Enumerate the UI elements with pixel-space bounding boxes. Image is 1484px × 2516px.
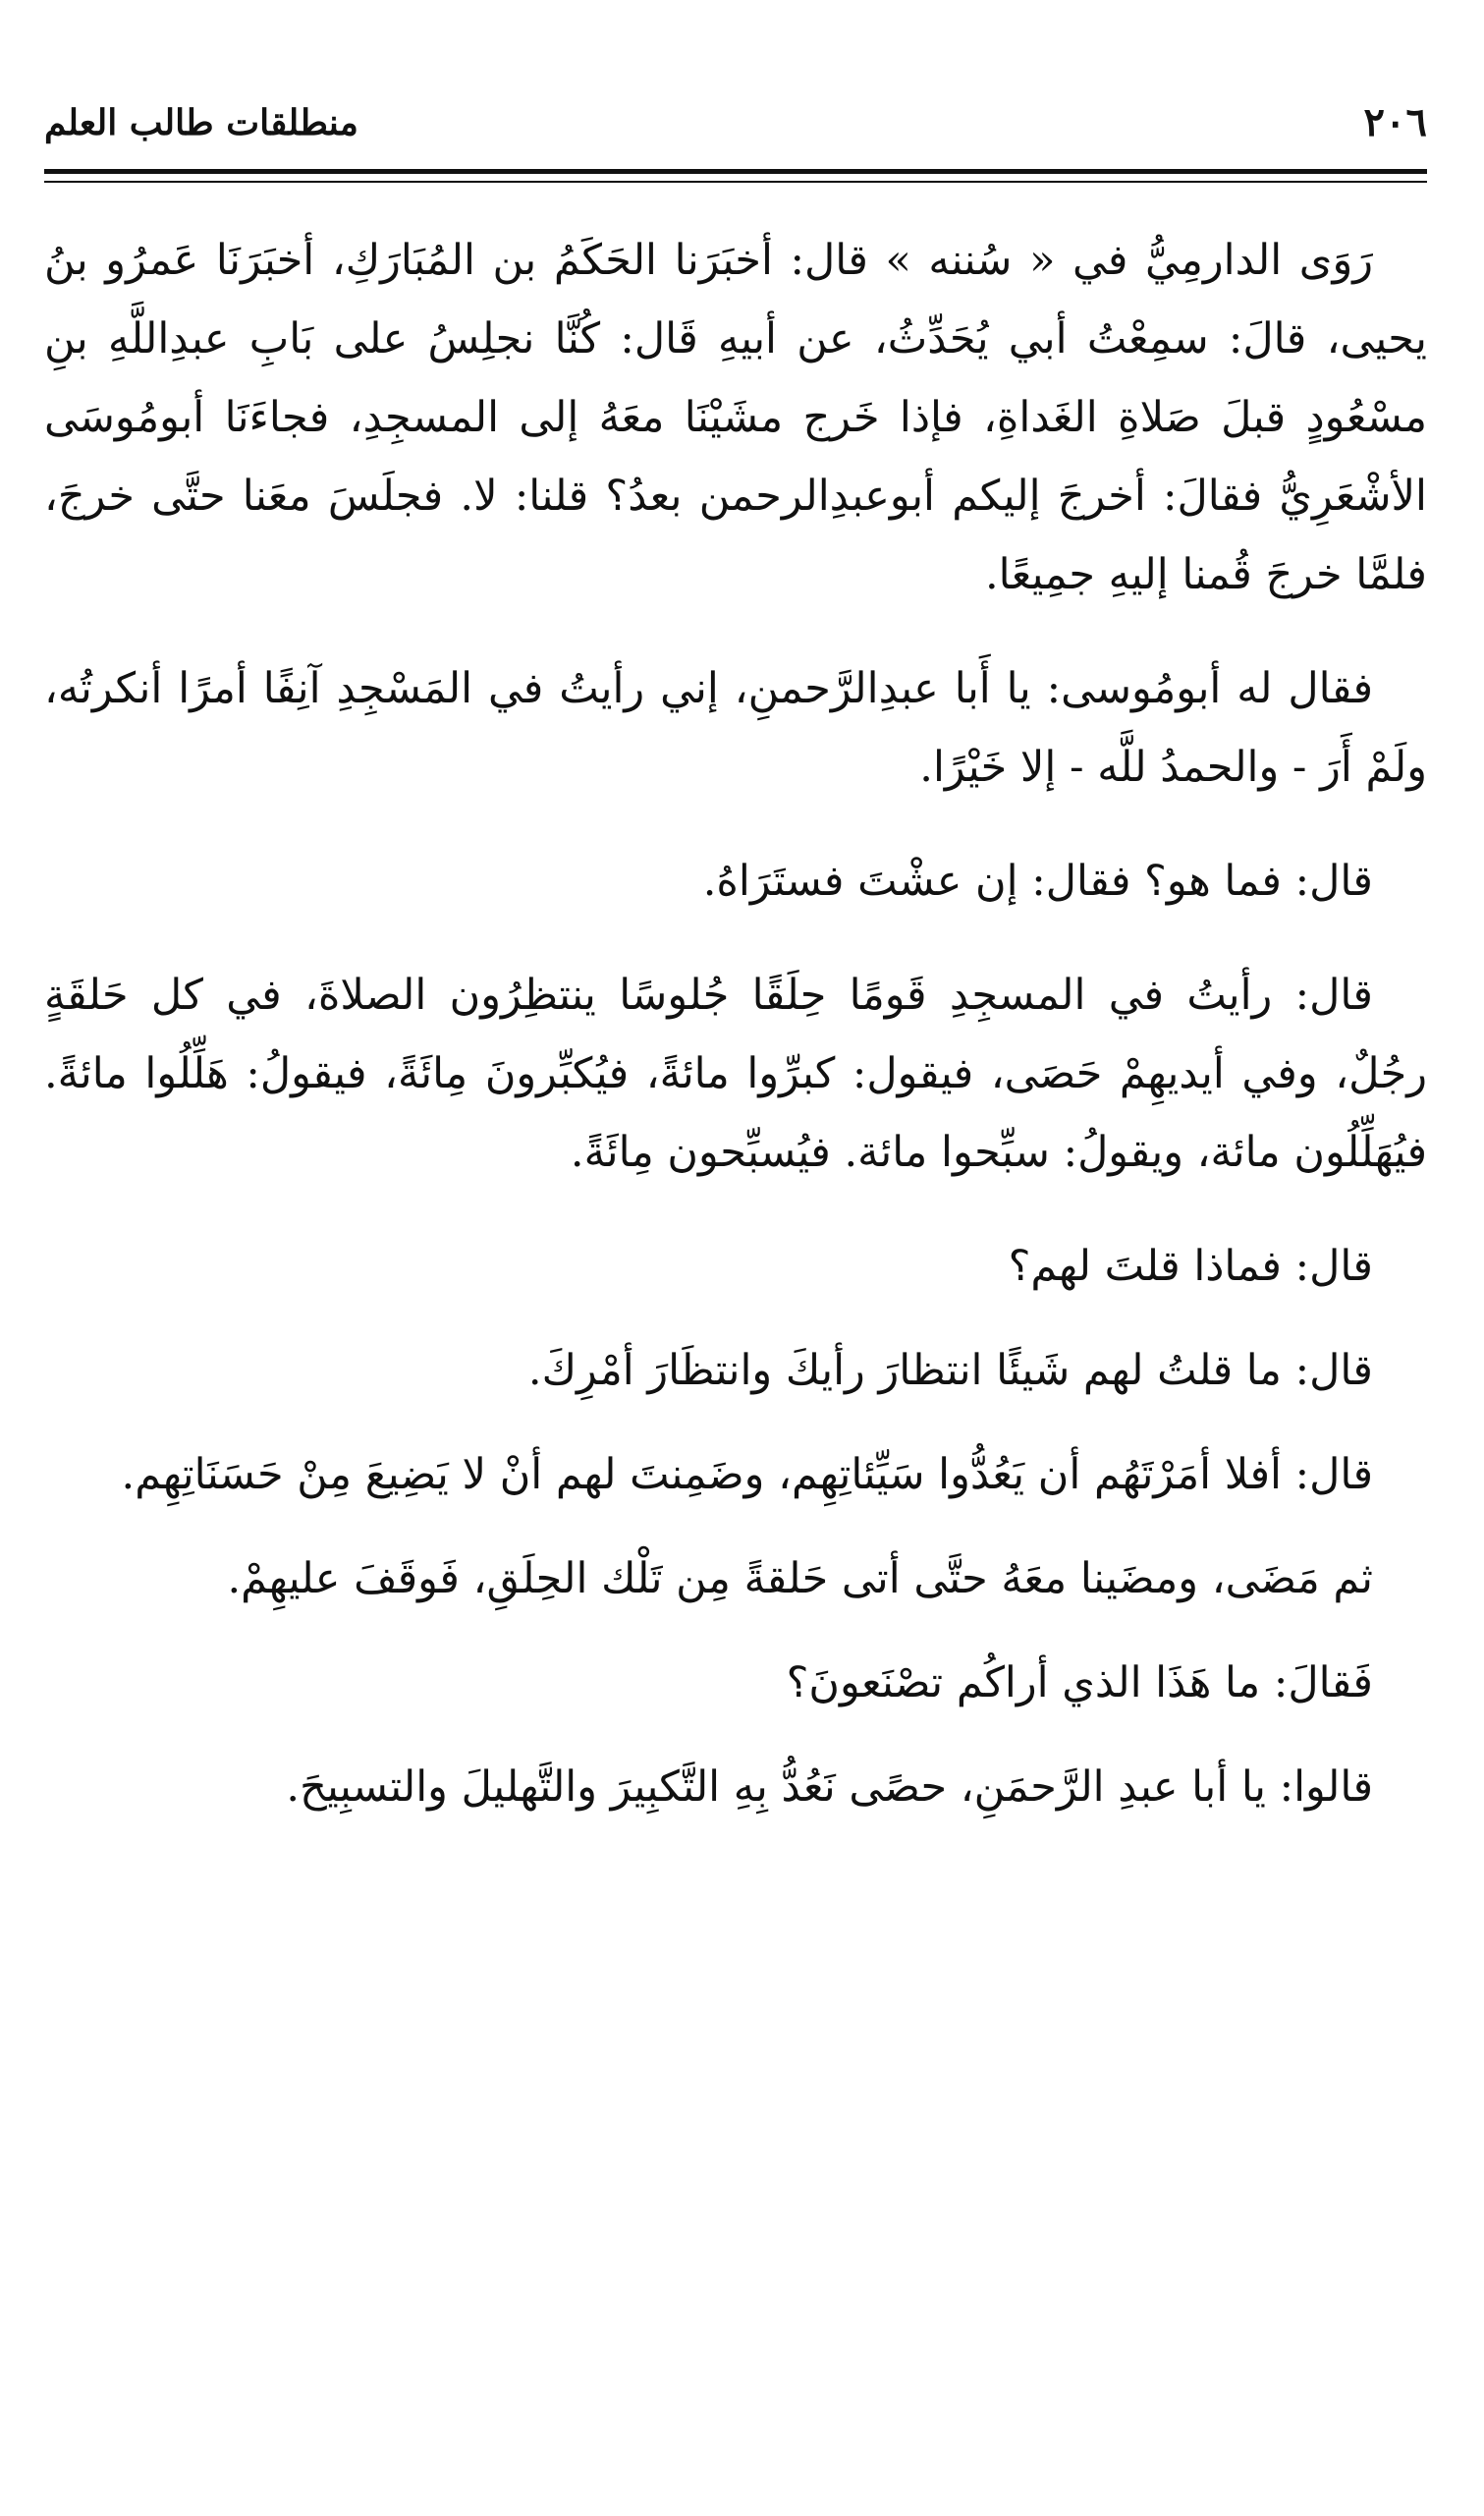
header-rule-thin xyxy=(44,181,1427,183)
paragraph: قال: فما هو؟ فقال: إن عشْتَ فستَرَاهُ. xyxy=(702,857,1373,906)
body-text xyxy=(44,221,1427,1852)
page-number: ٢٠٦ xyxy=(1363,99,1427,145)
paragraph: قال: ما قلتُ لهم شَيئًا انتظارَ رأيكَ وانتظَارَ أمْرِكَ. xyxy=(527,1346,1373,1395)
paragraph: قال: رأيتُ في المسجِدِ قَومًا حِلَقًا جُلوسًا ينتظِرُون الصلاةَ، في كل حَلقَةٍ رجُلٌ، وفي أيديهِمْ حَصَى، فيقول: كبرِّوا مائةً، فيُكبِّرونَ مِائَةً، فيقولُ: هَلِّلُوا مائةً. فيُهَلِّلُون مائة، ويقولُ: سبِّحوا مائة. فيُسبِّحون مِائَةً. xyxy=(44,971,1427,1177)
paragraph: فقال له أبومُوسى: يا أَبا عبدِالرَّحمنِ، إني رأيتُ في المَسْجِدِ آنِفًا أمرًا أنكرتُه، ولَمْ أَرَ - والحمدُ للَّه - إلا خَيْرًا. xyxy=(44,664,1427,792)
paragraph: رَوَى الدارمِيُّ في « سُننه » قال: أخبَرَنا الحَكَمُ بن المُبَارَكِ، أخبَرَنَا عَمرُو بنُ يحيى، قالَ: سمِعْتُ أبي يُحَدِّثُ، عن أبيهِ قَال: كُنَّا نجلِسُ على بَابِ عبدِاللَّهِ بنِ مسْعُودٍ قبلَ صَلاةِ الغَداةِ، فإذا خَرج مشَيْنَا معَهُ إلى المسجِدِ، فجاءَنَا أبومُوسَى الأشْعَرِيُّ فقالَ: أخرجَ إليكم أبوعبدِالرحمن بعدُ؟ قلنا: لا. فجلَسَ معَنا حتَّى خرجَ، فلمَّا خرجَ قُمنا إليهِ جمِيعًا. xyxy=(44,236,1427,599)
page-header xyxy=(44,93,1427,162)
paragraph: فَقالَ: ما هَذَا الذي أراكُم تصْنَعونَ؟ xyxy=(786,1658,1373,1707)
paragraph: قال: أفلا أمَرْتَهُم أن يَعُدُّوا سَيِّئاتِهِم، وضَمِنتَ لهم أنْ لا يَضِيعَ مِنْ حَسَنَاتِهِم. xyxy=(121,1450,1373,1499)
paragraph: قال: فماذا قلتَ لهم؟ xyxy=(1008,1242,1373,1291)
paragraph: قالوا: يا أبا عبدِ الرَّحمَنِ، حصًى نَعُدُّ بِهِ التَّكبِيرَ والتَّهليلَ والتسبِيحَ. xyxy=(286,1762,1373,1812)
running-title: منطلقات طالب العلم xyxy=(44,102,358,143)
paragraph: ثم مَضَى، ومضَينا معَهُ حتَّى أتى حَلقةً مِن تَلْك الحِلَقِ، فَوقَفَ عليهِمْ. xyxy=(227,1554,1373,1603)
header-rule-thick xyxy=(44,169,1427,174)
